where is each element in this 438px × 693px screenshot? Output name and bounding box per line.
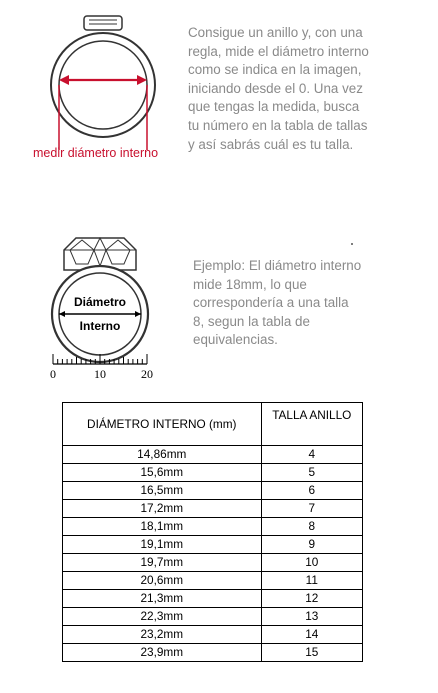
cell-diametro: 19,1mm [63, 536, 262, 554]
table-body [63, 446, 363, 662]
cell-talla: 5 [261, 464, 362, 482]
instructions-line: Consigue un anillo y, con una [188, 25, 363, 40]
cell-diametro: 15,6mm [63, 464, 262, 482]
cell-diametro: 22,3mm [63, 608, 262, 626]
instructions-line: como se indica en la imagen, [188, 62, 362, 78]
table-row [63, 500, 363, 518]
header-diametro-label: DIÁMETRO INTERNO (mm) [87, 417, 237, 431]
cell-talla: 12 [261, 590, 362, 608]
table-row [63, 518, 363, 536]
cell-talla: 8 [261, 518, 362, 536]
cell-talla: 6 [261, 482, 362, 500]
cell-diametro: 23,9mm [63, 644, 262, 662]
table-row [63, 554, 363, 572]
table-row [63, 464, 363, 482]
ruler [53, 354, 147, 364]
cell-diametro: 14,86mm [63, 446, 262, 464]
table-row [63, 572, 363, 590]
header-diametro [63, 403, 262, 446]
table-header-row [63, 403, 363, 446]
ruler-label-20: 20 [141, 367, 153, 381]
example-line: 8, segun la tabla de [193, 313, 310, 329]
table-row [63, 536, 363, 554]
ring-ruler-diagram [44, 232, 156, 382]
table-row [63, 644, 363, 662]
instructions-line: tu número en la tabla de tallas [188, 117, 368, 133]
table-row [63, 446, 363, 464]
ring-label-diametro: Diámetro [73, 295, 127, 309]
cell-talla: 14 [261, 626, 362, 644]
instructions-line: que tengas la medida, busca [188, 99, 360, 115]
example-line: correspondería a una talla [193, 295, 349, 311]
cell-talla: 11 [261, 572, 362, 590]
cell-talla: 7 [261, 500, 362, 518]
cell-diametro: 17,2mm [63, 500, 262, 518]
cell-diametro: 23,2mm [63, 626, 262, 644]
cell-talla: 13 [261, 608, 362, 626]
instructions-line: y así sabrás cuál es tu talla. [188, 136, 354, 152]
cell-diametro: 20,6mm [63, 572, 262, 590]
example-line: mide 18mm, lo que [193, 276, 307, 292]
instructions-line: iniciando desde el 0. Una vez [188, 80, 363, 96]
example-line: Ejemplo: El diámetro interno [193, 258, 362, 273]
ring-measure-diagram [38, 12, 168, 152]
table-row [63, 608, 363, 626]
ring-label-interno: Interno [79, 319, 121, 333]
cell-talla: 4 [261, 446, 362, 464]
cell-diametro: 16,5mm [63, 482, 262, 500]
cell-talla: 15 [261, 644, 362, 662]
size-table [62, 402, 363, 662]
ruler-label-10: 10 [94, 367, 106, 381]
ruler-label-0: 0 [50, 367, 56, 381]
example-text [193, 257, 418, 350]
instructions-line: regla, mide el diámetro interno [188, 43, 369, 59]
header-talla: TALLA ANILLO [261, 403, 362, 446]
cell-diametro: 21,3mm [63, 590, 262, 608]
table-row [63, 482, 363, 500]
example-line: equivalencias. [193, 332, 278, 348]
cell-diametro: 19,7mm [63, 554, 262, 572]
table-row [63, 626, 363, 644]
cell-diametro: 18,1mm [63, 518, 262, 536]
instructions-text [188, 24, 428, 154]
cell-talla: 9 [261, 536, 362, 554]
cell-talla: 10 [261, 554, 362, 572]
measure-caption: medir diámetro interno [33, 146, 159, 160]
stray-dot [351, 243, 353, 245]
table-row [63, 590, 363, 608]
